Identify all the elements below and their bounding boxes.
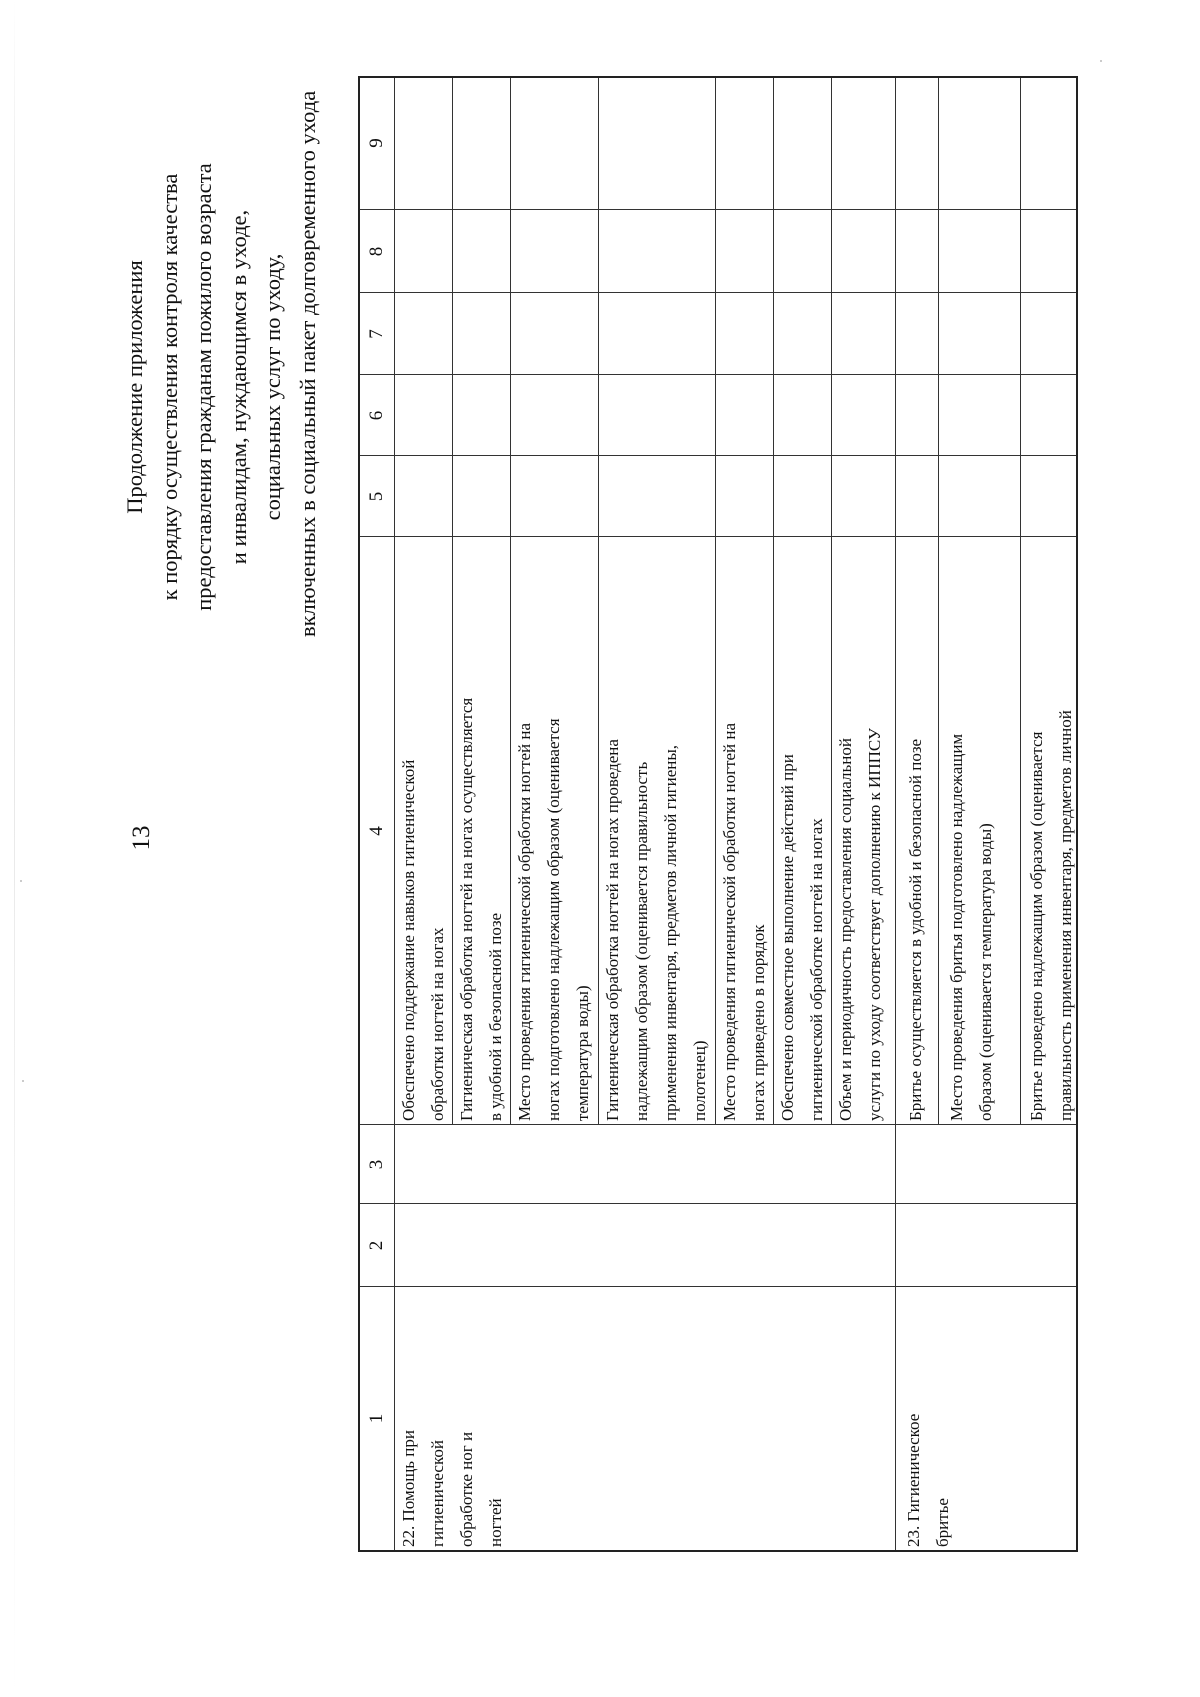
criterion-cell bbox=[510, 718, 597, 1121]
column-header: 7 bbox=[366, 329, 387, 339]
criterion-text-line: Гигиеническая обработка ногтей на ногах проведена bbox=[603, 739, 622, 1121]
criterion-text-line: Объем и периодичность предоставления социальной bbox=[836, 738, 855, 1121]
criterion-text-line: Место проведения гигиенической обработки ногтей на bbox=[515, 722, 534, 1121]
column-header: 3 bbox=[366, 1159, 387, 1170]
criterion-cell bbox=[773, 754, 831, 1121]
criterion-cell bbox=[452, 698, 510, 1121]
criterion-text-line: Бритье осуществляется в удобной и безопасной позе bbox=[906, 738, 925, 1121]
header-line: предоставления гражданам пожилого возраста bbox=[191, 163, 216, 611]
header-line: Продолжение приложения bbox=[122, 260, 147, 514]
criterion-text-line: обработки ногтей на ногах bbox=[428, 927, 447, 1121]
service-text-line: бритье bbox=[933, 1498, 952, 1547]
criterion-text-line: надлежащим образом (оценивается правильность bbox=[632, 761, 651, 1121]
criterion-cell bbox=[901, 739, 930, 1121]
service-text-line: 23. Гигиеническое bbox=[904, 1413, 923, 1547]
header-line: к порядку осуществления контроля качества bbox=[156, 173, 182, 601]
service-text-line: 22. Помощь при bbox=[399, 1430, 418, 1547]
header-line: включенных в социальный пакет долговременного ухода bbox=[294, 90, 320, 637]
criterion-text-line: Обеспечено поддержание навыков гигиенической bbox=[399, 759, 418, 1121]
criterion-text-line: Гигиеническая обработка ногтей на ногах осуществляется bbox=[457, 697, 476, 1121]
page-number: 13 bbox=[128, 825, 155, 851]
criterion-text-line: Бритье проведено надлежащим образом (оценивается bbox=[1027, 731, 1046, 1121]
column-header: 4 bbox=[366, 826, 387, 836]
criterion-text-line: применения инвентаря, предметов личной гигиены, bbox=[661, 744, 680, 1121]
service-cell bbox=[899, 1289, 957, 1547]
service-text-line: ногтей bbox=[486, 1498, 505, 1547]
criterion-text-line: гигиенической обработке ногтей на ногах bbox=[807, 818, 826, 1121]
column-header: 5 bbox=[366, 491, 387, 502]
column-header: 8 bbox=[366, 246, 387, 257]
criterion-text-line: правильность применения инвентаря, предметов личной bbox=[1056, 710, 1075, 1121]
criterion-text-line: ногах приведено в порядок bbox=[749, 924, 768, 1121]
criterion-text-line: полотенец) bbox=[690, 1040, 709, 1121]
header-line: социальных услуг по уходу, bbox=[260, 253, 285, 521]
criterion-cell bbox=[394, 760, 452, 1121]
column-header: 6 bbox=[366, 410, 387, 421]
criterion-cell bbox=[1022, 710, 1080, 1121]
criterion-text-line: в удобной и безопасной позе bbox=[486, 912, 505, 1121]
criterion-text-line: Место проведения бритья подготовлено надлежащим bbox=[947, 733, 966, 1121]
criterion-text-line: образом (оценивается температура воды) bbox=[976, 823, 995, 1121]
criterion-cell bbox=[598, 739, 714, 1121]
criterion-cell bbox=[715, 723, 773, 1121]
criterion-text-line: температура воды) bbox=[573, 985, 592, 1121]
criterion-text-line: Обеспечено совместное выполнение действий при bbox=[778, 754, 797, 1121]
criterion-text-line: Место проведения гигиенической обработки ногтей на bbox=[720, 722, 739, 1121]
column-header: 1 bbox=[366, 1413, 387, 1424]
criterion-cell bbox=[942, 734, 1000, 1121]
service-text-line: гигиенической bbox=[428, 1440, 447, 1547]
quality-control-table bbox=[358, 76, 1078, 1552]
column-header: 9 bbox=[366, 138, 387, 148]
service-cell bbox=[394, 1289, 510, 1547]
header-line: и инвалидам, нуждающимся в уходе, bbox=[225, 209, 251, 565]
criterion-text-line: услуги по уходу соответствует дополнению к ИППСУ bbox=[865, 727, 884, 1121]
criterion-cell bbox=[831, 728, 889, 1121]
criterion-text-line: ногах подготовлено надлежащим образом (оценивается bbox=[544, 718, 563, 1121]
service-text-line: обработке ног и bbox=[457, 1431, 476, 1547]
appendix-header bbox=[118, 90, 325, 637]
column-header: 2 bbox=[366, 1240, 387, 1251]
